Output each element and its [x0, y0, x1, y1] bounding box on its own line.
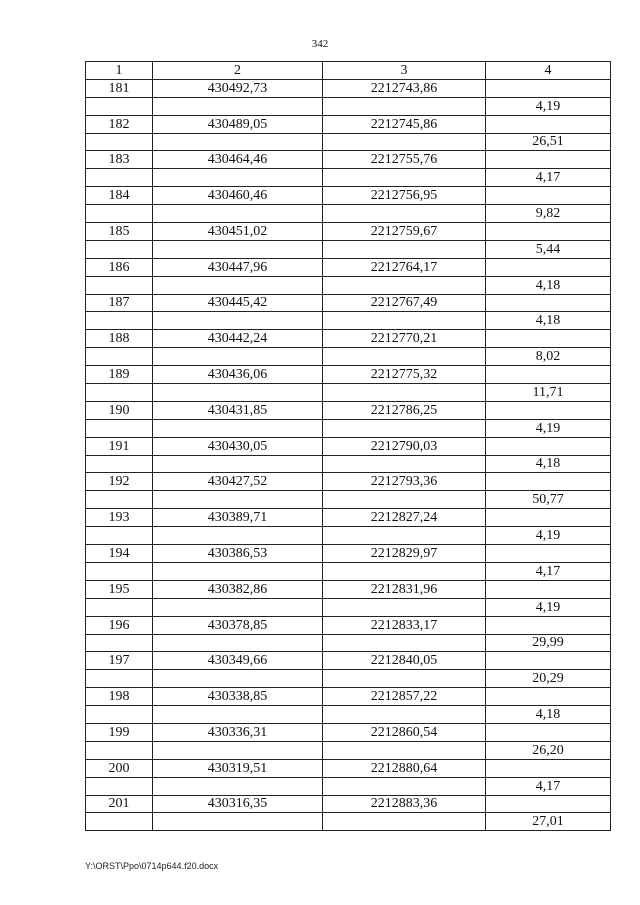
cell-empty [86, 741, 153, 759]
cell-empty [486, 723, 611, 741]
table-row-point [86, 223, 611, 241]
table-row-point [86, 401, 611, 419]
cell-coord-x: 430389,71 [153, 509, 323, 527]
cell-empty [486, 652, 611, 670]
cell-empty [153, 562, 323, 580]
coordinates-table [85, 61, 611, 831]
cell-point-number: 194 [86, 545, 153, 563]
cell-empty [486, 580, 611, 598]
cell-distance: 4,18 [486, 706, 611, 724]
cell-empty [86, 562, 153, 580]
table-row-distance [86, 670, 611, 688]
cell-empty [86, 491, 153, 509]
cell-distance: 4,18 [486, 276, 611, 294]
cell-empty [86, 455, 153, 473]
cell-point-number: 187 [86, 294, 153, 312]
cell-coord-x: 430460,46 [153, 187, 323, 205]
cell-coord-y: 2212786,25 [323, 401, 486, 419]
cell-coord-y: 2212743,86 [323, 79, 486, 97]
page-number: 342 [311, 38, 329, 50]
cell-empty [153, 741, 323, 759]
cell-distance: 4,19 [486, 97, 611, 115]
cell-empty [486, 473, 611, 491]
cell-coord-x: 430427,52 [153, 473, 323, 491]
cell-distance: 4,19 [486, 598, 611, 616]
cell-point-number: 190 [86, 401, 153, 419]
cell-coord-y: 2212860,54 [323, 723, 486, 741]
cell-empty [323, 348, 486, 366]
cell-coord-y: 2212767,49 [323, 294, 486, 312]
cell-empty [323, 777, 486, 795]
cell-empty [323, 598, 486, 616]
cell-distance: 50,77 [486, 491, 611, 509]
cell-empty [86, 169, 153, 187]
cell-distance: 20,29 [486, 670, 611, 688]
cell-point-number: 200 [86, 759, 153, 777]
cell-coord-x: 430430,05 [153, 437, 323, 455]
cell-coord-y: 2212793,36 [323, 473, 486, 491]
cell-empty [86, 240, 153, 258]
table-row-distance [86, 527, 611, 545]
cell-coord-y: 2212831,96 [323, 580, 486, 598]
cell-coord-y: 2212827,24 [323, 509, 486, 527]
cell-empty [153, 527, 323, 545]
table-row-distance [86, 312, 611, 330]
cell-coord-x: 430316,35 [153, 795, 323, 813]
table-row-distance [86, 348, 611, 366]
table-row-point [86, 258, 611, 276]
table-row-point [86, 366, 611, 384]
cell-empty [323, 205, 486, 223]
cell-empty [486, 616, 611, 634]
cell-coord-x: 430431,85 [153, 401, 323, 419]
cell-coord-x: 430338,85 [153, 688, 323, 706]
cell-coord-x: 430319,51 [153, 759, 323, 777]
cell-distance: 9,82 [486, 205, 611, 223]
cell-point-number: 189 [86, 366, 153, 384]
cell-empty [86, 670, 153, 688]
cell-empty [86, 276, 153, 294]
cell-coord-y: 2212883,36 [323, 795, 486, 813]
cell-empty [486, 79, 611, 97]
table-row-point [86, 115, 611, 133]
cell-empty [323, 419, 486, 437]
table-row-point [86, 187, 611, 205]
cell-empty [486, 437, 611, 455]
cell-coord-y: 2212745,86 [323, 115, 486, 133]
cell-empty [323, 813, 486, 831]
cell-empty [153, 813, 323, 831]
cell-distance: 4,17 [486, 169, 611, 187]
cell-empty [323, 455, 486, 473]
cell-distance: 8,02 [486, 348, 611, 366]
cell-coord-y: 2212775,32 [323, 366, 486, 384]
cell-empty [153, 312, 323, 330]
cell-empty [86, 527, 153, 545]
cell-empty [86, 598, 153, 616]
cell-empty [323, 133, 486, 151]
cell-empty [486, 187, 611, 205]
cell-coord-y: 2212756,95 [323, 187, 486, 205]
cell-empty [86, 348, 153, 366]
cell-empty [486, 509, 611, 527]
cell-point-number: 183 [86, 151, 153, 169]
cell-coord-x: 430464,46 [153, 151, 323, 169]
cell-coord-y: 2212764,17 [323, 258, 486, 276]
cell-point-number: 192 [86, 473, 153, 491]
table-row-distance [86, 169, 611, 187]
cell-empty [86, 205, 153, 223]
cell-coord-x: 430336,31 [153, 723, 323, 741]
cell-empty [323, 562, 486, 580]
cell-point-number: 182 [86, 115, 153, 133]
cell-empty [486, 151, 611, 169]
cell-coord-x: 430489,05 [153, 115, 323, 133]
cell-coord-x: 430349,66 [153, 652, 323, 670]
cell-empty [323, 240, 486, 258]
table-row-distance [86, 97, 611, 115]
cell-empty [86, 706, 153, 724]
cell-empty [486, 366, 611, 384]
table-row-distance [86, 491, 611, 509]
cell-coord-y: 2212829,97 [323, 545, 486, 563]
cell-coord-y: 2212880,64 [323, 759, 486, 777]
cell-point-number: 196 [86, 616, 153, 634]
cell-distance: 4,19 [486, 527, 611, 545]
cell-coord-x: 430382,86 [153, 580, 323, 598]
cell-point-number: 198 [86, 688, 153, 706]
cell-empty [323, 741, 486, 759]
table-row-distance [86, 777, 611, 795]
cell-coord-y: 2212759,67 [323, 223, 486, 241]
cell-empty [153, 205, 323, 223]
table-row-distance [86, 276, 611, 294]
table-row-distance [86, 240, 611, 258]
table-row-point [86, 652, 611, 670]
cell-distance: 4,17 [486, 777, 611, 795]
table-row-distance [86, 455, 611, 473]
cell-coord-x: 430451,02 [153, 223, 323, 241]
cell-empty [86, 813, 153, 831]
cell-empty [486, 294, 611, 312]
cell-coord-x: 430445,42 [153, 294, 323, 312]
cell-point-number: 195 [86, 580, 153, 598]
cell-empty [86, 97, 153, 115]
header-col-2: 2 [153, 62, 323, 80]
cell-empty [153, 419, 323, 437]
table-row-distance [86, 741, 611, 759]
cell-coord-x: 430492,73 [153, 79, 323, 97]
cell-empty [153, 169, 323, 187]
cell-empty [153, 455, 323, 473]
cell-distance: 4,18 [486, 455, 611, 473]
table-body [86, 79, 611, 830]
cell-coord-y: 2212840,05 [323, 652, 486, 670]
cell-distance: 11,71 [486, 384, 611, 402]
cell-coord-x: 430378,85 [153, 616, 323, 634]
cell-coord-y: 2212770,21 [323, 330, 486, 348]
file-path-footer: Y:\ORST\Ppo\0714p644.f20.docx [85, 861, 219, 871]
header-col-3: 3 [323, 62, 486, 80]
table-row-point [86, 330, 611, 348]
cell-empty [323, 491, 486, 509]
cell-empty [486, 759, 611, 777]
cell-empty [153, 97, 323, 115]
table-header-row [86, 62, 611, 80]
cell-point-number: 197 [86, 652, 153, 670]
cell-coord-x: 430447,96 [153, 258, 323, 276]
cell-point-number: 181 [86, 79, 153, 97]
cell-empty [153, 384, 323, 402]
cell-point-number: 191 [86, 437, 153, 455]
cell-empty [153, 598, 323, 616]
cell-empty [323, 312, 486, 330]
header-col-4: 4 [486, 62, 611, 80]
cell-empty [86, 133, 153, 151]
cell-empty [153, 670, 323, 688]
table-row-point [86, 437, 611, 455]
cell-coord-y: 2212790,03 [323, 437, 486, 455]
cell-empty [486, 688, 611, 706]
cell-empty [153, 777, 323, 795]
cell-empty [323, 97, 486, 115]
cell-empty [86, 777, 153, 795]
cell-empty [86, 419, 153, 437]
cell-point-number: 199 [86, 723, 153, 741]
cell-empty [153, 491, 323, 509]
cell-distance: 26,20 [486, 741, 611, 759]
cell-coord-x: 430436,06 [153, 366, 323, 384]
cell-empty [153, 706, 323, 724]
table-row-distance [86, 133, 611, 151]
cell-point-number: 186 [86, 258, 153, 276]
cell-point-number: 201 [86, 795, 153, 813]
table-row-point [86, 473, 611, 491]
cell-point-number: 193 [86, 509, 153, 527]
table-row-distance [86, 706, 611, 724]
cell-point-number: 185 [86, 223, 153, 241]
table-row-distance [86, 419, 611, 437]
cell-coord-y: 2212833,17 [323, 616, 486, 634]
cell-empty [86, 312, 153, 330]
cell-point-number: 184 [86, 187, 153, 205]
cell-empty [153, 348, 323, 366]
cell-empty [323, 384, 486, 402]
cell-empty [323, 169, 486, 187]
cell-empty [323, 527, 486, 545]
cell-distance: 27,01 [486, 813, 611, 831]
cell-distance: 4,18 [486, 312, 611, 330]
table-row-distance [86, 562, 611, 580]
cell-distance: 4,17 [486, 562, 611, 580]
table-row-distance [86, 384, 611, 402]
table-row-point [86, 795, 611, 813]
cell-point-number: 188 [86, 330, 153, 348]
table-row-distance [86, 813, 611, 831]
cell-empty [486, 223, 611, 241]
cell-empty [323, 634, 486, 652]
cell-empty [486, 545, 611, 563]
cell-coord-y: 2212857,22 [323, 688, 486, 706]
table-row-point [86, 580, 611, 598]
cell-empty [86, 384, 153, 402]
table-row-point [86, 545, 611, 563]
cell-empty [486, 330, 611, 348]
cell-distance: 26,51 [486, 133, 611, 151]
cell-empty [153, 634, 323, 652]
cell-empty [153, 133, 323, 151]
cell-coord-y: 2212755,76 [323, 151, 486, 169]
cell-coord-x: 430386,53 [153, 545, 323, 563]
cell-empty [323, 670, 486, 688]
cell-distance: 29,99 [486, 634, 611, 652]
header-col-1: 1 [86, 62, 153, 80]
table-row-point [86, 151, 611, 169]
table-row-point [86, 509, 611, 527]
cell-empty [153, 276, 323, 294]
table-row-point [86, 616, 611, 634]
table-row-point [86, 294, 611, 312]
table-row-point [86, 79, 611, 97]
table-row-point [86, 723, 611, 741]
cell-empty [486, 115, 611, 133]
cell-empty [323, 706, 486, 724]
table-row-distance [86, 634, 611, 652]
table-row-distance [86, 598, 611, 616]
cell-empty [86, 634, 153, 652]
cell-empty [486, 401, 611, 419]
cell-empty [486, 795, 611, 813]
table-row-point [86, 688, 611, 706]
cell-empty [153, 240, 323, 258]
cell-distance: 5,44 [486, 240, 611, 258]
table-row-point [86, 759, 611, 777]
cell-coord-x: 430442,24 [153, 330, 323, 348]
cell-empty [486, 258, 611, 276]
cell-distance: 4,19 [486, 419, 611, 437]
table-row-distance [86, 205, 611, 223]
cell-empty [323, 276, 486, 294]
